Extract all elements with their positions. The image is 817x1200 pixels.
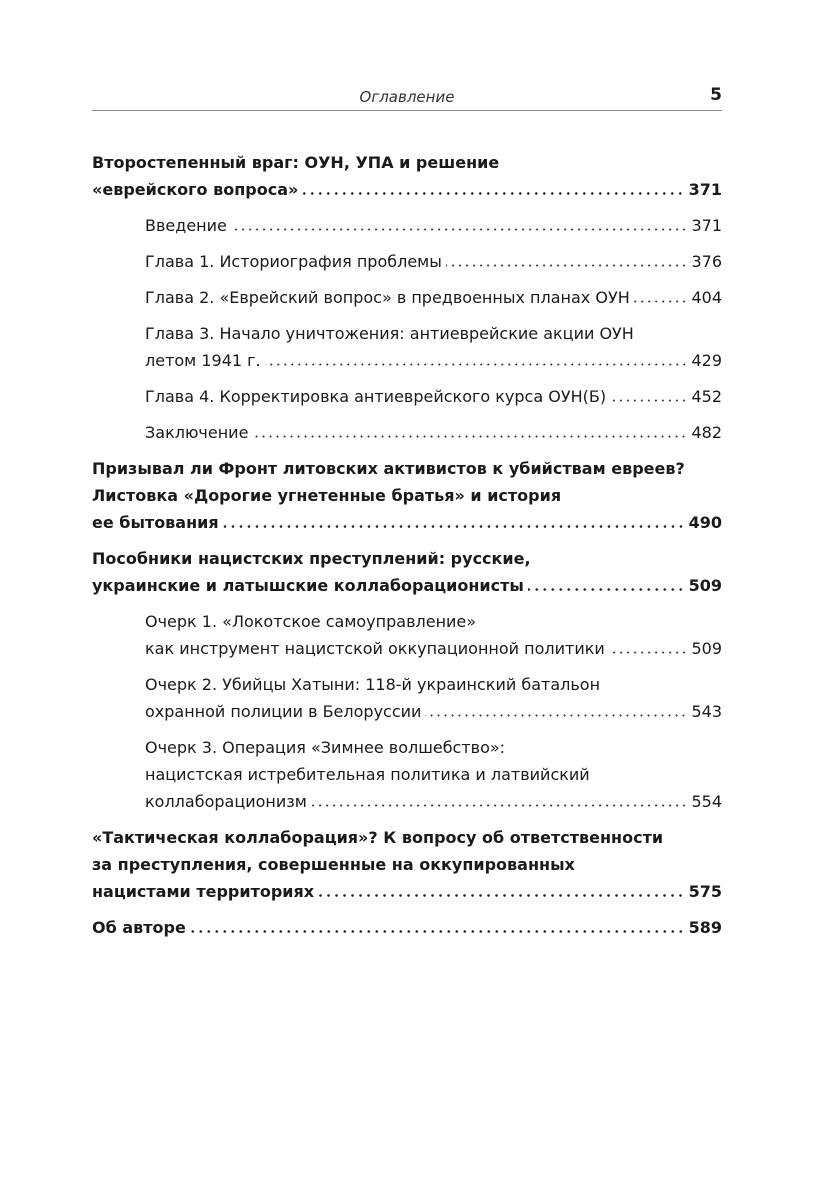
toc-page-number: 554 (691, 792, 722, 811)
toc-line (145, 698, 722, 725)
toc-line (92, 851, 722, 878)
dot-leader (311, 804, 688, 807)
toc-line (145, 347, 722, 374)
toc-entry-title: Введение (145, 216, 227, 235)
toc-entry-title: Очерк 3. Операция «Зимнее волшебство»: (145, 738, 506, 757)
toc-page-number: 429 (691, 351, 722, 370)
toc-section[interactable] (92, 824, 722, 905)
toc-entry-title: Глава 1. Историография проблемы (145, 252, 442, 271)
toc-entry-title: Об авторе (92, 918, 186, 937)
running-header (92, 84, 722, 111)
toc-line (145, 761, 722, 788)
toc-chapter[interactable] (92, 419, 722, 446)
toc-line (92, 482, 722, 509)
toc-line (145, 419, 722, 446)
toc-line (145, 320, 722, 347)
toc-chapter[interactable] (92, 734, 722, 815)
dot-leader (231, 228, 688, 231)
toc-page-number: 490 (688, 513, 722, 532)
dot-leader (446, 264, 688, 267)
toc-chapter[interactable] (92, 212, 722, 239)
toc-page-number: 509 (691, 639, 722, 658)
toc-entry-title: нацистами территориях (92, 882, 315, 901)
toc-line (92, 509, 722, 536)
toc-entry-title: за преступления, совершенные на оккупированных (92, 855, 575, 874)
toc-line (92, 149, 722, 176)
toc-page-number: 509 (688, 576, 722, 595)
toc-entry-title: Глава 4. Корректировка антиеврейского курса ОУН(Б) (145, 387, 607, 406)
dot-leader (252, 435, 687, 438)
toc-page-number: 543 (691, 702, 722, 721)
toc-line (145, 734, 722, 761)
dot-leader (265, 363, 688, 366)
dot-leader (528, 588, 685, 591)
toc-page-number: 482 (691, 423, 722, 442)
toc-entry-title: «Тактическая коллаборация»? К вопросу об ответственности (92, 828, 664, 847)
toc-line (92, 545, 722, 572)
page-number: 5 (710, 85, 722, 105)
toc-entry-title: Заключение (145, 423, 249, 442)
toc-section[interactable] (92, 455, 722, 536)
toc-entry-title: Листовка «Дорогие угнетенные братья» и история (92, 486, 562, 505)
toc-entry-title: Очерк 1. «Локотское самоуправление» (145, 612, 477, 631)
toc-page-number: 371 (691, 216, 722, 235)
running-header-title: Оглавление (359, 88, 455, 106)
toc-page-number: 376 (691, 252, 722, 271)
toc-line (145, 248, 722, 275)
toc-line (145, 212, 722, 239)
toc-line (92, 914, 722, 941)
toc-entry-title: летом 1941 г. (145, 351, 261, 370)
dot-leader (609, 651, 688, 654)
dot-leader (425, 714, 687, 717)
dot-leader (634, 300, 688, 303)
toc-line (92, 878, 722, 905)
toc-entry-title: Второстепенный враг: ОУН, УПА и решение (92, 153, 500, 172)
toc-section[interactable] (92, 914, 722, 941)
toc-chapter[interactable] (92, 608, 722, 662)
toc-entry-title: Глава 3. Начало уничтожения: антиеврейские акции ОУН (145, 324, 634, 343)
toc-line (145, 608, 722, 635)
toc-entry-title: как инструмент нацистской оккупационной политики (145, 639, 605, 658)
toc-line (145, 383, 722, 410)
table-of-contents (92, 149, 722, 941)
toc-page-number: 589 (688, 918, 722, 937)
toc-chapter[interactable] (92, 383, 722, 410)
toc-page-number: 371 (688, 180, 722, 199)
toc-page-number: 404 (691, 288, 722, 307)
toc-line (92, 824, 722, 851)
toc-section[interactable] (92, 545, 722, 599)
dot-leader (302, 192, 684, 195)
toc-entry-title: украинские и латышские коллаборационисты (92, 576, 524, 595)
toc-entry-title: нацистская истребительная политика и латвийский (145, 765, 590, 784)
toc-page-number: 452 (691, 387, 722, 406)
toc-page-number: 575 (688, 882, 722, 901)
toc-line (145, 284, 722, 311)
toc-entry-title: Глава 2. «Еврейский вопрос» в предвоенных планах ОУН (145, 288, 630, 307)
toc-chapter[interactable] (92, 320, 722, 374)
toc-line (145, 788, 722, 815)
toc-entry-title: Призывал ли Фронт литовских активистов к убийствам евреев? (92, 459, 685, 478)
toc-entry-title: охранной полиции в Белоруссии (145, 702, 422, 721)
dot-leader (223, 525, 685, 528)
toc-entry-title: Очерк 2. Убийцы Хатыни: 118-й украинский батальон (145, 675, 601, 694)
toc-line (92, 455, 722, 482)
toc-line (92, 572, 722, 599)
toc-line (92, 176, 722, 203)
dot-leader (610, 399, 687, 402)
dot-leader (190, 930, 685, 933)
toc-entry-title: «еврейского вопроса» (92, 180, 299, 199)
dot-leader (318, 894, 684, 897)
toc-entry-title: ее бытования (92, 513, 219, 532)
toc-entry-title: Пособники нацистских преступлений: русские, (92, 549, 531, 568)
toc-line (145, 671, 722, 698)
toc-chapter[interactable] (92, 671, 722, 725)
toc-chapter[interactable] (92, 284, 722, 311)
toc-chapter[interactable] (92, 248, 722, 275)
toc-entry-title: коллаборационизм (145, 792, 307, 811)
toc-line (145, 635, 722, 662)
toc-section[interactable] (92, 149, 722, 203)
